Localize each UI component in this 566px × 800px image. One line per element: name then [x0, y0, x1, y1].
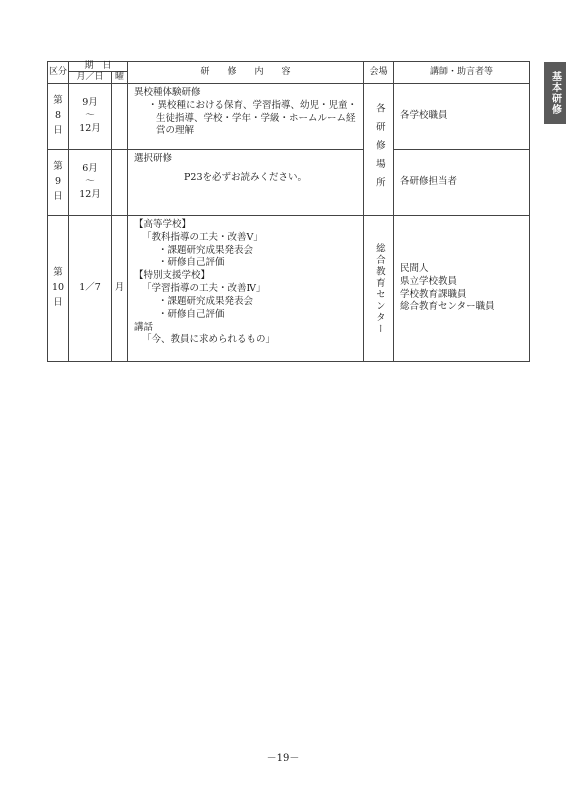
- table-row-day-10: [48, 216, 530, 362]
- date-day-10: 1／7: [69, 216, 112, 362]
- header-period: 期 日: [69, 62, 128, 72]
- content-line: 【特別支援学校】: [134, 270, 211, 282]
- table-row-day-9: [48, 150, 530, 216]
- content-day-10: [128, 216, 364, 362]
- category-day-10: 第 10 日: [48, 216, 69, 362]
- header-content: 研 修 内 容: [128, 62, 364, 84]
- header-venue: 会場: [364, 62, 394, 84]
- content-line: 講話: [134, 321, 154, 333]
- content-bullet: ・異校種における保育、学習指導、幼児・児童・生徒指導、学校・学年・学級・ホームルーム経営の理解: [148, 99, 358, 137]
- header-month-day: 月／日: [69, 72, 112, 84]
- lecturer-day-8: 各学校職員: [394, 84, 530, 150]
- content-note: P23を必ずお読みください。: [184, 171, 307, 183]
- table-row-day-8: [48, 84, 530, 150]
- lecturer-day-9: 各研修担当者: [394, 150, 530, 216]
- content-line: ・課題研究成果発表会: [158, 244, 254, 256]
- venue-various: 各研修場所: [364, 84, 394, 216]
- content-day-9: [128, 150, 364, 216]
- content-day-8: [128, 84, 364, 150]
- weekday-day-9: [112, 150, 128, 216]
- category-day-9: 第 9 日: [48, 150, 69, 216]
- weekday-day-10: 月: [112, 216, 128, 362]
- content-line: ・研修自己評価: [158, 257, 225, 269]
- category-day-8: 第 8 日: [48, 84, 69, 150]
- venue-center: 総合教育センター: [364, 216, 394, 362]
- content-title: 選択研修: [134, 153, 173, 164]
- training-schedule-table: [47, 61, 530, 362]
- content-title: 異校種体験研修: [134, 87, 201, 98]
- header-row: [48, 62, 530, 72]
- date-day-9: 6月 ～ 12月: [69, 150, 112, 216]
- content-line: 「教科指導の工夫・改善Ⅴ」: [142, 231, 263, 243]
- header-category: 区分: [48, 62, 69, 84]
- content-line: ・研修自己評価: [158, 308, 225, 320]
- content-line: 「今、教員に求められるもの」: [142, 334, 276, 346]
- lecturer-day-10: 民間人 県立学校教員 学校教育課職員 総合教育センター職員: [394, 216, 530, 362]
- header-weekday: 曜: [112, 72, 128, 84]
- date-day-8: 9月 ～ 12月: [69, 84, 112, 150]
- weekday-day-8: [112, 84, 128, 150]
- content-line: 「学習指導の工夫・改善Ⅳ」: [142, 283, 266, 295]
- page-number: －19－: [266, 753, 300, 764]
- content-line: ・課題研究成果発表会: [158, 295, 254, 307]
- content-line: 【高等学校】: [134, 219, 192, 230]
- section-tab-label: 基本研修: [549, 71, 561, 115]
- section-tab: [544, 62, 566, 124]
- header-lecturer: 講師・助言者等: [394, 62, 530, 84]
